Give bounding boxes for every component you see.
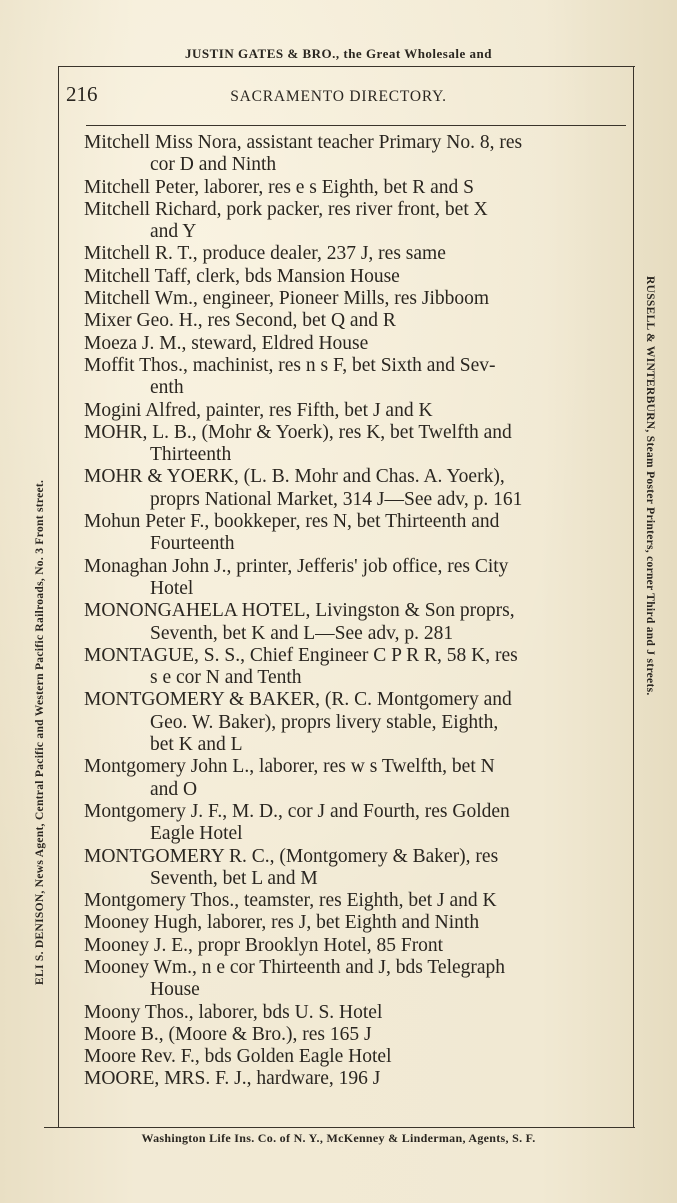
entry-continuation-line: and Y (150, 221, 197, 243)
entry-line: MONTGOMERY & BAKER, (R. C. Montgomery and (84, 689, 512, 711)
entry-continuation-line: Geo. W. Baker), proprs livery stable, Eighth, (150, 711, 499, 733)
entry-line: Mixer Geo. H., res Second, bet Q and R (84, 310, 396, 332)
directory-entry (70, 243, 610, 265)
entry-line: Mooney Hugh, laborer, res J, bet Eighth and Ninth (84, 912, 480, 934)
entry-continuation-line: enth (150, 377, 184, 399)
left-margin-advertisement: ELI S. DENISON, News Agent, Central Pacific and Western Pacific Railroads, No. 3 Front street. (34, 479, 46, 985)
frame-bottom-rule (44, 1127, 635, 1128)
directory-entry (70, 355, 610, 400)
entry-continuation-line: Seventh, bet K and L—See adv, p. 281 (150, 622, 454, 644)
directory-entry (70, 912, 610, 934)
frame-right-rule (633, 66, 634, 1128)
entry-continuation-line: Eagle Hotel (150, 823, 243, 845)
entry-line: Montgomery Thos., teamster, res Eighth, bet J and K (84, 890, 497, 912)
entry-line: Mitchell Wm., engineer, Pioneer Mills, res Jibboom (84, 288, 490, 310)
entry-continuation-line: Seventh, bet L and M (150, 867, 318, 889)
directory-entry (70, 333, 610, 355)
directory-entry (70, 1024, 610, 1046)
directory-entry (70, 1068, 610, 1090)
entry-line: Montgomery J. F., M. D., cor J and Fourth, res Golden (84, 800, 510, 822)
directory-entry (70, 266, 610, 288)
directory-entry (70, 756, 610, 801)
directory-entry (70, 1002, 610, 1024)
entry-continuation-line: Fourteenth (150, 533, 235, 555)
frame-left-rule (58, 66, 59, 1128)
directory-entry (70, 288, 610, 310)
entry-line: MOHR & YOERK, (L. B. Mohr and Chas. A. Yoerk), (84, 466, 505, 488)
frame-top-rule (58, 66, 635, 67)
entry-line: MONONGAHELA HOTEL, Livingston & Son proprs, (84, 600, 515, 622)
entry-continuation-line: bet K and L (150, 734, 243, 756)
bottom-advertisement-banner: Washington Life Ins. Co. of N. Y., McKenney & Linderman, Agents, S. F. (141, 1131, 536, 1145)
directory-entry (70, 310, 610, 332)
page-number: 216 (66, 82, 98, 106)
directory-entry (70, 935, 610, 957)
entry-continuation-line: Hotel (150, 577, 194, 599)
entry-continuation-line: and O (150, 778, 198, 800)
entry-continuation-line: cor D and Ninth (150, 154, 277, 176)
entry-continuation-line: House (150, 979, 200, 1001)
entry-line: MONTAGUE, S. S., Chief Engineer C P R R, 58 K, res (84, 644, 518, 666)
entry-line: Moony Thos., laborer, bds U. S. Hotel (84, 1001, 383, 1023)
directory-entry (70, 1046, 610, 1068)
entry-line: Moore B., (Moore & Bro.), res 165 J (84, 1023, 372, 1045)
running-head: SACRAMENTO DIRECTORY. (230, 88, 447, 105)
directory-entry (70, 177, 610, 199)
top-advertisement-banner: JUSTIN GATES & BRO., the Great Wholesale and (185, 46, 492, 61)
directory-entry (70, 422, 610, 467)
entry-line: MOHR, L. B., (Mohr & Yoerk), res K, bet Twelfth and (84, 421, 512, 443)
entry-line: Mitchell Richard, pork packer, res river front, bet X (84, 198, 488, 220)
entry-continuation-line: Thirteenth (150, 444, 232, 466)
entry-continuation-line: proprs National Market, 314 J—See adv, p. 161 (150, 488, 523, 510)
directory-entry (70, 556, 610, 601)
directory-entries (70, 132, 610, 1091)
entry-line: Montgomery John L., laborer, res w s Twelfth, bet N (84, 756, 495, 778)
header-rule (86, 125, 626, 126)
directory-entry (70, 890, 610, 912)
directory-entry (70, 132, 610, 177)
directory-entry (70, 600, 610, 645)
entry-line: Mohun Peter F., bookkeper, res N, bet Thirteenth and (84, 511, 500, 533)
directory-entry (70, 801, 610, 846)
entry-continuation-line: s e cor N and Tenth (150, 667, 302, 689)
entry-line: Monaghan John J., printer, Jefferis' job office, res City (84, 555, 509, 577)
entry-line: Mooney Wm., n e cor Thirteenth and J, bds Telegraph (84, 956, 506, 978)
directory-entry (70, 689, 610, 756)
entry-line: Moeza J. M., steward, Eldred House (84, 332, 369, 354)
directory-entry (70, 846, 610, 891)
entry-line: Mitchell Miss Nora, assistant teacher Primary No. 8, res (84, 132, 523, 153)
directory-entry (70, 957, 610, 1002)
directory-entry (70, 466, 610, 511)
right-margin-advertisement: RUSSELL & WINTERBURN, Steam Poster Printers, corner Third and J streets. (644, 276, 656, 696)
entry-line: MOORE, MRS. F. J., hardware, 196 J (84, 1068, 381, 1090)
entry-line: Mooney J. E., propr Brooklyn Hotel, 85 Front (84, 934, 444, 956)
entry-line: Mitchell Peter, laborer, res e s Eighth, bet R and S (84, 176, 474, 198)
directory-entry (70, 199, 610, 244)
directory-entry (70, 645, 610, 690)
entry-line: Mitchell Taff, clerk, bds Mansion House (84, 265, 400, 287)
entry-line: Mitchell R. T., produce dealer, 237 J, res same (84, 243, 446, 265)
entry-line: Moffit Thos., machinist, res n s F, bet Sixth and Sev- (84, 354, 496, 376)
entry-line: Mogini Alfred, painter, res Fifth, bet J and K (84, 399, 433, 421)
directory-entry (70, 400, 610, 422)
entry-line: Moore Rev. F., bds Golden Eagle Hotel (84, 1046, 392, 1068)
directory-entry (70, 511, 610, 556)
entry-line: MONTGOMERY R. C., (Montgomery & Baker), res (84, 845, 499, 867)
